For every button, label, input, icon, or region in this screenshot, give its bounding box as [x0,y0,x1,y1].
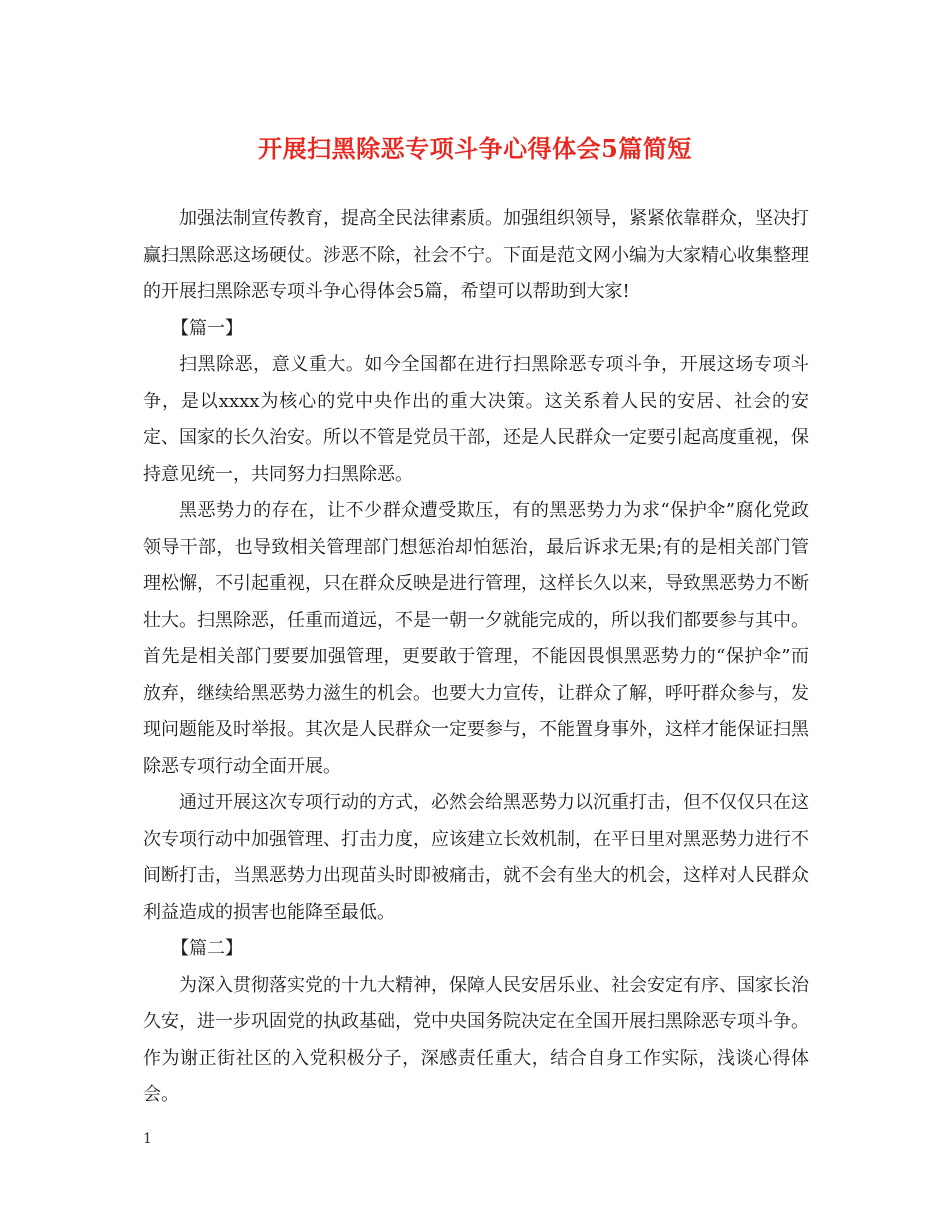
page-number: 1 [143,1131,152,1147]
document-body [143,201,809,1114]
section-heading-2: 【篇二】 [171,938,243,959]
section-heading-1: 【篇一】 [171,317,243,339]
section2-paragraph-1: 为深入贯彻落实党的十九大精神，保障人民安居乐业、社会安定有序、国家长治久安，进一步巩固党的执政基础，党中央国务院决定在全国开展扫黑除恶专项斗争。作为谢正街社区的入党积极分子，深感责任重大，结合自身工作实际，浅谈心得体会。 [143,974,809,1105]
intro-paragraph: 加强法制宣传教育，提高全民法律素质。加强组织领导，紧紧依靠群众，坚决打赢扫黑除恶这场硬仗。涉恶不除，社会不宁。下面是范文网小编为大家精心收集整理的开展扫黑除恶专项斗争心得体会5篇，希望可以帮助到大家! [143,208,809,302]
section1-paragraph-1: 扫黑除恶，意义重大。如今全国都在进行扫黑除恶专项斗争，开展这场专项斗争，是以xxxx为核心的党中央作出的重大决策。这关系着人民的安居、社会的安定、国家的长久治安。所以不管是党员干部，还是人民群众一定要引起高度重视，保持意见统一，共同努力扫黑除恶。 [143,354,809,485]
section1-paragraph-2: 黑恶势力的存在，让不少群众遭受欺压，有的黑恶势力为求“保护伞”腐化党政领导干部，也导致相关管理部门想惩治却怕惩治，最后诉求无果;有的是相关部门管理松懈，不引起重视，只在群众反映是进行管理，这样长久以来，导致黑恶势力不断壮大。扫黑除恶，任重而道远，不是一朝一夕就能完成的，所以我们都要参与其中。首先是相关部门要要加强管理，更要敢于管理，不能因畏惧黑恶势力的“保护伞”而放弃，继续给黑恶势力滋生的机会。也要大力宣传，让群众了解，呼吁群众参与，发现问题能及时举报。其次是人民群众一定要参与，不能置身事外，这样才能保证扫黑除恶专项行动全面开展。 [143,500,809,777]
document-title: 开展扫黑除恶专项斗争心得体会5篇简短 [258,134,692,163]
section1-paragraph-3: 通过开展这次专项行动的方式，必然会给黑恶势力以沉重打击，但不仅仅只在这次专项行动中加强管理、打击力度，应该建立长效机制，在平日里对黑恶势力进行不间断打击，当黑恶势力出现苗头时即被痛击，就不会有坐大的机会，这样对人民群众利益造成的损害也能降至最低。 [143,792,809,923]
